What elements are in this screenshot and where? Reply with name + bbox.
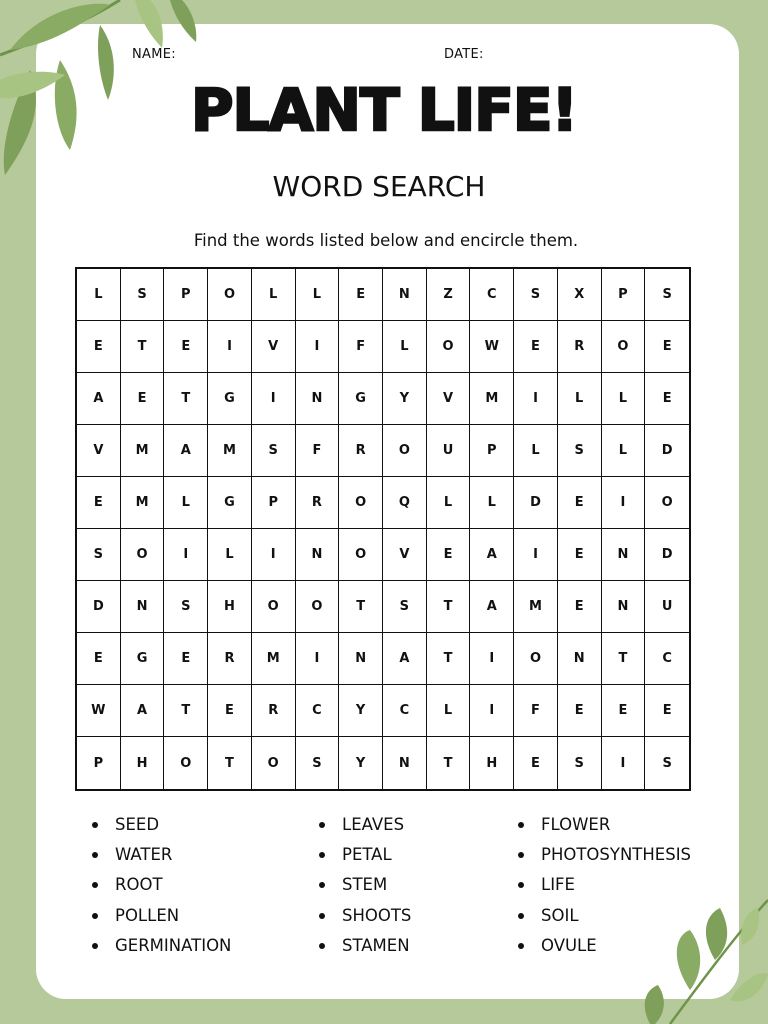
grid-cell[interactable]: L <box>558 373 602 425</box>
grid-cell[interactable]: E <box>602 685 646 737</box>
grid-cell[interactable]: S <box>252 425 296 477</box>
grid-cell[interactable]: A <box>77 373 121 425</box>
grid-cell[interactable]: W <box>77 685 121 737</box>
grid-cell[interactable]: E <box>514 737 558 789</box>
grid-cell[interactable]: E <box>77 321 121 373</box>
grid-cell[interactable]: L <box>296 269 340 321</box>
grid-cell[interactable]: C <box>296 685 340 737</box>
grid-cell[interactable]: C <box>383 685 427 737</box>
grid-cell[interactable]: E <box>164 633 208 685</box>
grid-cell[interactable]: V <box>77 425 121 477</box>
grid-cell[interactable]: E <box>77 477 121 529</box>
grid-cell[interactable]: L <box>427 685 471 737</box>
grid-cell[interactable]: U <box>427 425 471 477</box>
word-list-item: LEAVES <box>319 812 411 842</box>
grid-cell[interactable]: T <box>121 321 165 373</box>
word-list-item: POLLEN <box>92 903 231 933</box>
word-list-column-3 <box>518 812 691 963</box>
grid-cell[interactable]: E <box>645 685 689 737</box>
word-list-item: STEM <box>319 872 411 902</box>
grid-cell[interactable]: T <box>427 737 471 789</box>
grid-cell[interactable]: X <box>558 269 602 321</box>
grid-cell[interactable]: T <box>164 373 208 425</box>
grid-cell[interactable]: S <box>514 269 558 321</box>
grid-cell[interactable]: A <box>470 581 514 633</box>
grid-cell[interactable]: N <box>296 373 340 425</box>
grid-cell[interactable]: L <box>602 373 646 425</box>
grid-cell[interactable]: O <box>164 737 208 789</box>
grid-cell[interactable]: M <box>514 581 558 633</box>
grid-cell[interactable]: A <box>470 529 514 581</box>
word-list-item: LIFE <box>518 872 691 902</box>
grid-cell[interactable]: S <box>77 529 121 581</box>
grid-cell[interactable]: H <box>121 737 165 789</box>
grid-cell[interactable]: C <box>470 269 514 321</box>
grid-cell[interactable]: F <box>339 321 383 373</box>
word-list-item: WATER <box>92 842 231 872</box>
grid-cell[interactable]: I <box>296 633 340 685</box>
grid-cell[interactable]: T <box>602 633 646 685</box>
grid-cell[interactable]: N <box>296 529 340 581</box>
grid-cell[interactable]: G <box>121 633 165 685</box>
grid-cell[interactable]: V <box>383 529 427 581</box>
grid-cell[interactable]: T <box>208 737 252 789</box>
word-list-item: ROOT <box>92 872 231 902</box>
grid-cell[interactable]: R <box>252 685 296 737</box>
grid-cell[interactable]: S <box>645 269 689 321</box>
grid-cell[interactable]: N <box>602 581 646 633</box>
grid-cell[interactable]: I <box>514 373 558 425</box>
word-list-item: PETAL <box>319 842 411 872</box>
grid-cell[interactable]: T <box>339 581 383 633</box>
grid-cell[interactable]: V <box>427 373 471 425</box>
grid-cell[interactable]: E <box>514 321 558 373</box>
word-search-grid[interactable] <box>75 267 691 791</box>
word-list-item: SOIL <box>518 903 691 933</box>
grid-cell[interactable]: O <box>252 737 296 789</box>
grid-cell[interactable]: A <box>164 425 208 477</box>
grid-cell[interactable]: I <box>602 737 646 789</box>
grid-cell[interactable]: N <box>121 581 165 633</box>
grid-cell[interactable]: L <box>427 477 471 529</box>
grid-cell[interactable]: P <box>470 425 514 477</box>
grid-cell[interactable]: A <box>121 685 165 737</box>
grid-cell[interactable]: C <box>645 633 689 685</box>
grid-cell[interactable]: I <box>296 321 340 373</box>
grid-cell[interactable]: R <box>208 633 252 685</box>
grid-cell[interactable]: E <box>339 269 383 321</box>
word-list-item: STAMEN <box>319 933 411 963</box>
grid-cell[interactable]: O <box>339 477 383 529</box>
grid-cell[interactable]: Z <box>427 269 471 321</box>
grid-cell[interactable]: N <box>339 633 383 685</box>
grid-cell[interactable]: D <box>645 425 689 477</box>
grid-cell[interactable]: L <box>208 529 252 581</box>
grid-cell[interactable]: S <box>662 755 672 771</box>
grid-cell[interactable]: Y <box>339 737 383 789</box>
grid-cell[interactable]: O <box>121 529 165 581</box>
grid-cell[interactable]: L <box>514 425 558 477</box>
grid-cell[interactable]: E <box>645 321 689 373</box>
grid-cell[interactable]: O <box>602 321 646 373</box>
grid-cell[interactable]: M <box>208 425 252 477</box>
name-label: NAME: <box>132 47 176 62</box>
grid-cell[interactable]: S <box>383 581 427 633</box>
word-list-item: SHOOTS <box>319 903 411 933</box>
word-list-item: SEED <box>92 812 231 842</box>
grid-cell[interactable]: G <box>339 373 383 425</box>
grid-cell[interactable]: M <box>121 477 165 529</box>
word-list-column-2 <box>319 812 411 963</box>
grid-cell[interactable]: D <box>645 529 689 581</box>
page-title: PLANT LIFE! <box>191 76 577 144</box>
grid-cell[interactable]: N <box>383 737 427 789</box>
grid-cell[interactable]: N <box>383 269 427 321</box>
grid-cell[interactable]: E <box>645 373 689 425</box>
grid-cell[interactable]: D <box>514 477 558 529</box>
grid-cell[interactable]: E <box>558 685 602 737</box>
grid-cell[interactable]: L <box>77 269 121 321</box>
grid-cell[interactable]: L <box>164 477 208 529</box>
grid-cell[interactable]: M <box>470 373 514 425</box>
grid-cell[interactable]: T <box>427 581 471 633</box>
grid-cell[interactable]: I <box>164 529 208 581</box>
grid-cell[interactable]: O <box>339 529 383 581</box>
grid-cell[interactable]: E <box>558 529 602 581</box>
grid-cell[interactable]: Y <box>383 373 427 425</box>
grid-cell[interactable]: O <box>427 321 471 373</box>
grid-cell[interactable]: L <box>602 425 646 477</box>
grid-cell[interactable]: E <box>77 633 121 685</box>
instructions-text: Find the words listed below and encircle them. <box>193 231 579 250</box>
grid-cell[interactable]: S <box>558 425 602 477</box>
grid-cell[interactable]: I <box>208 321 252 373</box>
word-list-item: PHOTOSYNTHESIS <box>518 842 691 872</box>
grid-cell[interactable]: P <box>602 269 646 321</box>
grid-cell[interactable]: G <box>208 373 252 425</box>
grid-cell[interactable]: D <box>77 581 121 633</box>
grid-cell[interactable]: L <box>470 477 514 529</box>
grid-cell[interactable]: W <box>470 321 514 373</box>
grid-cell[interactable]: G <box>208 477 252 529</box>
grid-cell[interactable]: L <box>383 321 427 373</box>
grid-cell[interactable]: R <box>339 425 383 477</box>
grid-cell[interactable]: O <box>252 581 296 633</box>
grid-cell[interactable]: F <box>514 685 558 737</box>
grid-cell[interactable]: E <box>558 581 602 633</box>
word-list-item: OVULE <box>518 933 691 963</box>
date-label: DATE: <box>444 47 484 62</box>
grid-cell[interactable]: E <box>427 529 471 581</box>
grid-cell[interactable]: Y <box>339 685 383 737</box>
word-list-item: FLOWER <box>518 812 691 842</box>
grid-cell[interactable]: Q <box>383 477 427 529</box>
grid-cell[interactable]: S <box>296 737 340 789</box>
grid-cell[interactable]: R <box>296 477 340 529</box>
grid-cell[interactable]: P <box>252 477 296 529</box>
grid-cell[interactable]: E <box>164 321 208 373</box>
grid-cell[interactable]: M <box>252 633 296 685</box>
grid-cell[interactable]: F <box>296 425 340 477</box>
grid-cell[interactable]: O <box>514 633 558 685</box>
grid-cell[interactable]: A <box>383 633 427 685</box>
grid-cell[interactable]: N <box>602 529 646 581</box>
grid-cell[interactable]: O <box>296 581 340 633</box>
word-list-item: GERMINATION <box>92 933 231 963</box>
grid-cell[interactable]: O <box>208 269 252 321</box>
grid-cell[interactable]: O <box>383 425 427 477</box>
grid-cell[interactable]: T <box>427 633 471 685</box>
grid-cell[interactable]: E <box>208 685 252 737</box>
grid-cell[interactable]: L <box>252 269 296 321</box>
grid-cell[interactable]: I <box>514 529 558 581</box>
grid-cell[interactable]: P <box>77 737 121 789</box>
grid-cell[interactable]: I <box>252 373 296 425</box>
grid-cell[interactable]: S <box>558 737 602 789</box>
grid-cell[interactable]: I <box>470 633 514 685</box>
page-subtitle: WORD SEARCH <box>272 170 486 203</box>
grid-cell[interactable]: I <box>602 477 646 529</box>
grid-cell[interactable]: S <box>164 581 208 633</box>
grid-cell[interactable]: H <box>208 581 252 633</box>
grid-cell[interactable]: V <box>252 321 296 373</box>
grid-cell[interactable]: T <box>164 685 208 737</box>
grid-cell[interactable]: R <box>558 321 602 373</box>
grid-cell[interactable]: M <box>121 425 165 477</box>
grid-cell[interactable]: I <box>252 529 296 581</box>
grid-cell[interactable]: E <box>558 477 602 529</box>
grid-cell[interactable]: S <box>121 269 165 321</box>
grid-cell[interactable]: P <box>164 269 208 321</box>
grid-cell[interactable]: H <box>470 737 514 789</box>
grid-cell[interactable]: E <box>121 373 165 425</box>
word-list-column-1 <box>92 812 231 963</box>
grid-cell[interactable]: N <box>558 633 602 685</box>
grid-cell[interactable]: U <box>645 581 689 633</box>
grid-cell[interactable]: I <box>470 685 514 737</box>
grid-cell[interactable]: O <box>645 477 689 529</box>
